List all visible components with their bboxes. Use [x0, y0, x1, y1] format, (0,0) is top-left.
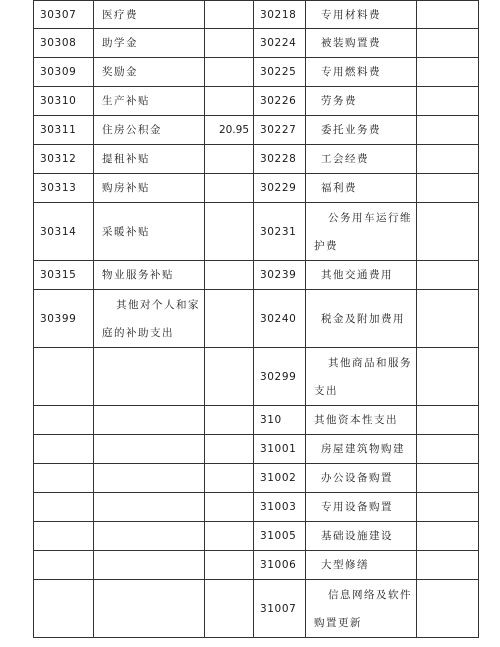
left-name-cell [94, 145, 205, 174]
right-code-cell: 30224 [254, 29, 306, 58]
right-code-cell: 310 [254, 406, 306, 435]
right-name-cell [306, 1, 417, 29]
blank-cell [417, 580, 479, 638]
blank-cell [417, 261, 479, 290]
budget-table [33, 0, 479, 638]
left-name-text: 助学金 [102, 37, 138, 49]
left-code-cell: 30311 [34, 116, 94, 145]
left-name-cell [94, 522, 205, 551]
left-name-cell [94, 290, 205, 348]
table-row [34, 174, 479, 203]
left-code-cell [34, 464, 94, 493]
table-row [34, 261, 479, 290]
right-code-cell: 30229 [254, 174, 306, 203]
table-row [34, 522, 479, 551]
left-name-text: 住房公积金 [102, 124, 162, 136]
left-code-cell: 30399 [34, 290, 94, 348]
blank-cell [417, 435, 479, 464]
left-name-cell [94, 464, 205, 493]
right-name-text: 其他资本性支出 [314, 414, 398, 426]
amount-cell [205, 290, 254, 348]
left-code-cell: 30313 [34, 174, 94, 203]
right-code-cell: 30226 [254, 87, 306, 116]
table-row [34, 493, 479, 522]
right-name-cell [306, 29, 417, 58]
right-name-cell [306, 203, 417, 261]
blank-cell [417, 406, 479, 435]
left-code-cell: 30308 [34, 29, 94, 58]
right-name-cell [306, 87, 417, 116]
right-name-cell [306, 580, 417, 638]
blank-cell [417, 145, 479, 174]
right-name-text: 其他交通费用 [321, 269, 393, 281]
amount-cell [205, 348, 254, 406]
table-row [34, 116, 479, 145]
left-name-text: 提租补贴 [102, 153, 150, 165]
amount-cell [205, 145, 254, 174]
right-code-cell: 31007 [254, 580, 306, 638]
blank-cell [417, 58, 479, 87]
left-code-cell [34, 406, 94, 435]
left-name-cell [94, 261, 205, 290]
table-row [34, 145, 479, 174]
blank-cell [417, 290, 479, 348]
left-name-cell [94, 116, 205, 145]
left-name-text: 购房补贴 [102, 182, 150, 194]
amount-cell [205, 406, 254, 435]
right-code-cell: 30231 [254, 203, 306, 261]
right-name-cell [306, 406, 417, 435]
left-code-cell [34, 551, 94, 580]
right-name-text: 劳务费 [321, 95, 357, 107]
left-code-cell: 30312 [34, 145, 94, 174]
right-code-cell: 30240 [254, 290, 306, 348]
table-row [34, 551, 479, 580]
right-code-cell: 30299 [254, 348, 306, 406]
left-code-cell: 30315 [34, 261, 94, 290]
left-name-cell [94, 435, 205, 464]
right-code-cell: 31002 [254, 464, 306, 493]
left-name-text: 采暖补贴 [102, 225, 150, 238]
right-code-cell: 30239 [254, 261, 306, 290]
right-name-text: 大型修缮 [321, 559, 369, 571]
left-code-cell [34, 435, 94, 464]
right-name-cell [306, 116, 417, 145]
blank-cell [417, 551, 479, 580]
amount-cell: 20.95 [205, 116, 254, 145]
right-code-cell: 31006 [254, 551, 306, 580]
amount-cell [205, 87, 254, 116]
amount-cell [205, 203, 254, 261]
blank-cell [417, 1, 479, 29]
right-name-cell [306, 464, 417, 493]
left-code-cell: 30310 [34, 87, 94, 116]
blank-cell [417, 87, 479, 116]
amount-cell [205, 58, 254, 87]
blank-cell [417, 348, 479, 406]
right-code-cell: 30227 [254, 116, 306, 145]
right-name-text: 专用燃料费 [321, 66, 381, 78]
right-name-text: 专用材料费 [321, 8, 381, 21]
amount-cell [205, 493, 254, 522]
right-name-cell [306, 58, 417, 87]
table-row [34, 406, 479, 435]
table-row [34, 348, 479, 406]
right-name-cell [306, 522, 417, 551]
amount-cell [205, 261, 254, 290]
blank-cell [417, 493, 479, 522]
right-name-cell [306, 290, 417, 348]
table-row [34, 1, 479, 29]
right-name-cell [306, 145, 417, 174]
right-name-text: 办公设备购置 [321, 472, 393, 484]
left-name-cell [94, 58, 205, 87]
left-code-cell: 30314 [34, 203, 94, 261]
amount-cell [205, 1, 254, 29]
right-name-cell [306, 348, 417, 406]
amount-cell [205, 551, 254, 580]
left-code-cell [34, 493, 94, 522]
right-name-cell [306, 261, 417, 290]
left-name-cell [94, 87, 205, 116]
right-code-cell: 31003 [254, 493, 306, 522]
right-code-cell: 30218 [254, 1, 306, 29]
right-name-cell [306, 174, 417, 203]
table-row [34, 290, 479, 348]
left-name-cell [94, 580, 205, 638]
blank-cell [417, 29, 479, 58]
table-row [34, 87, 479, 116]
left-code-cell [34, 348, 94, 406]
right-name-text: 专用设备购置 [321, 501, 393, 513]
right-code-cell: 30228 [254, 145, 306, 174]
right-name-text: 被装购置费 [321, 37, 381, 49]
left-name-cell [94, 174, 205, 203]
table-row [34, 29, 479, 58]
right-name-text: 房屋建筑物购建 [321, 443, 405, 455]
right-name-text: 公务用车运行维护费 [314, 211, 412, 252]
left-name-text: 物业服务补贴 [102, 269, 174, 281]
amount-cell [205, 174, 254, 203]
table-row [34, 464, 479, 493]
left-code-cell [34, 580, 94, 638]
right-name-cell [306, 493, 417, 522]
left-name-cell [94, 551, 205, 580]
left-name-cell [94, 348, 205, 406]
table-row [34, 203, 479, 261]
left-name-cell [94, 203, 205, 261]
left-name-text: 其他对个人和家庭的补助支出 [102, 298, 200, 339]
left-name-cell [94, 1, 205, 29]
left-name-cell [94, 29, 205, 58]
right-name-text: 信息网络及软件购置更新 [314, 588, 412, 629]
left-name-text: 生产补贴 [102, 95, 150, 107]
left-name-text: 医疗费 [102, 8, 138, 21]
right-name-cell [306, 551, 417, 580]
right-name-text: 福利费 [321, 182, 357, 194]
right-name-text: 基础设施建设 [321, 530, 393, 542]
blank-cell [417, 464, 479, 493]
left-name-cell [94, 406, 205, 435]
right-name-cell [306, 435, 417, 464]
left-name-text: 奖励金 [102, 66, 138, 78]
left-name-cell [94, 493, 205, 522]
table-row [34, 58, 479, 87]
right-code-cell: 31005 [254, 522, 306, 551]
right-name-text: 工会经费 [321, 153, 369, 165]
blank-cell [417, 174, 479, 203]
blank-cell [417, 522, 479, 551]
amount-cell [205, 464, 254, 493]
amount-cell [205, 580, 254, 638]
right-name-text: 其他商品和服务支出 [314, 356, 412, 397]
right-code-cell: 31001 [254, 435, 306, 464]
left-code-cell: 30307 [34, 1, 94, 29]
amount-cell [205, 435, 254, 464]
amount-cell [205, 522, 254, 551]
table-row [34, 580, 479, 638]
right-name-text: 税金及附加费用 [321, 312, 405, 325]
right-code-cell: 30225 [254, 58, 306, 87]
right-name-text: 委托业务费 [321, 124, 381, 136]
left-code-cell [34, 522, 94, 551]
blank-cell [417, 203, 479, 261]
table-row [34, 435, 479, 464]
left-code-cell: 30309 [34, 58, 94, 87]
blank-cell [417, 116, 479, 145]
amount-cell [205, 29, 254, 58]
